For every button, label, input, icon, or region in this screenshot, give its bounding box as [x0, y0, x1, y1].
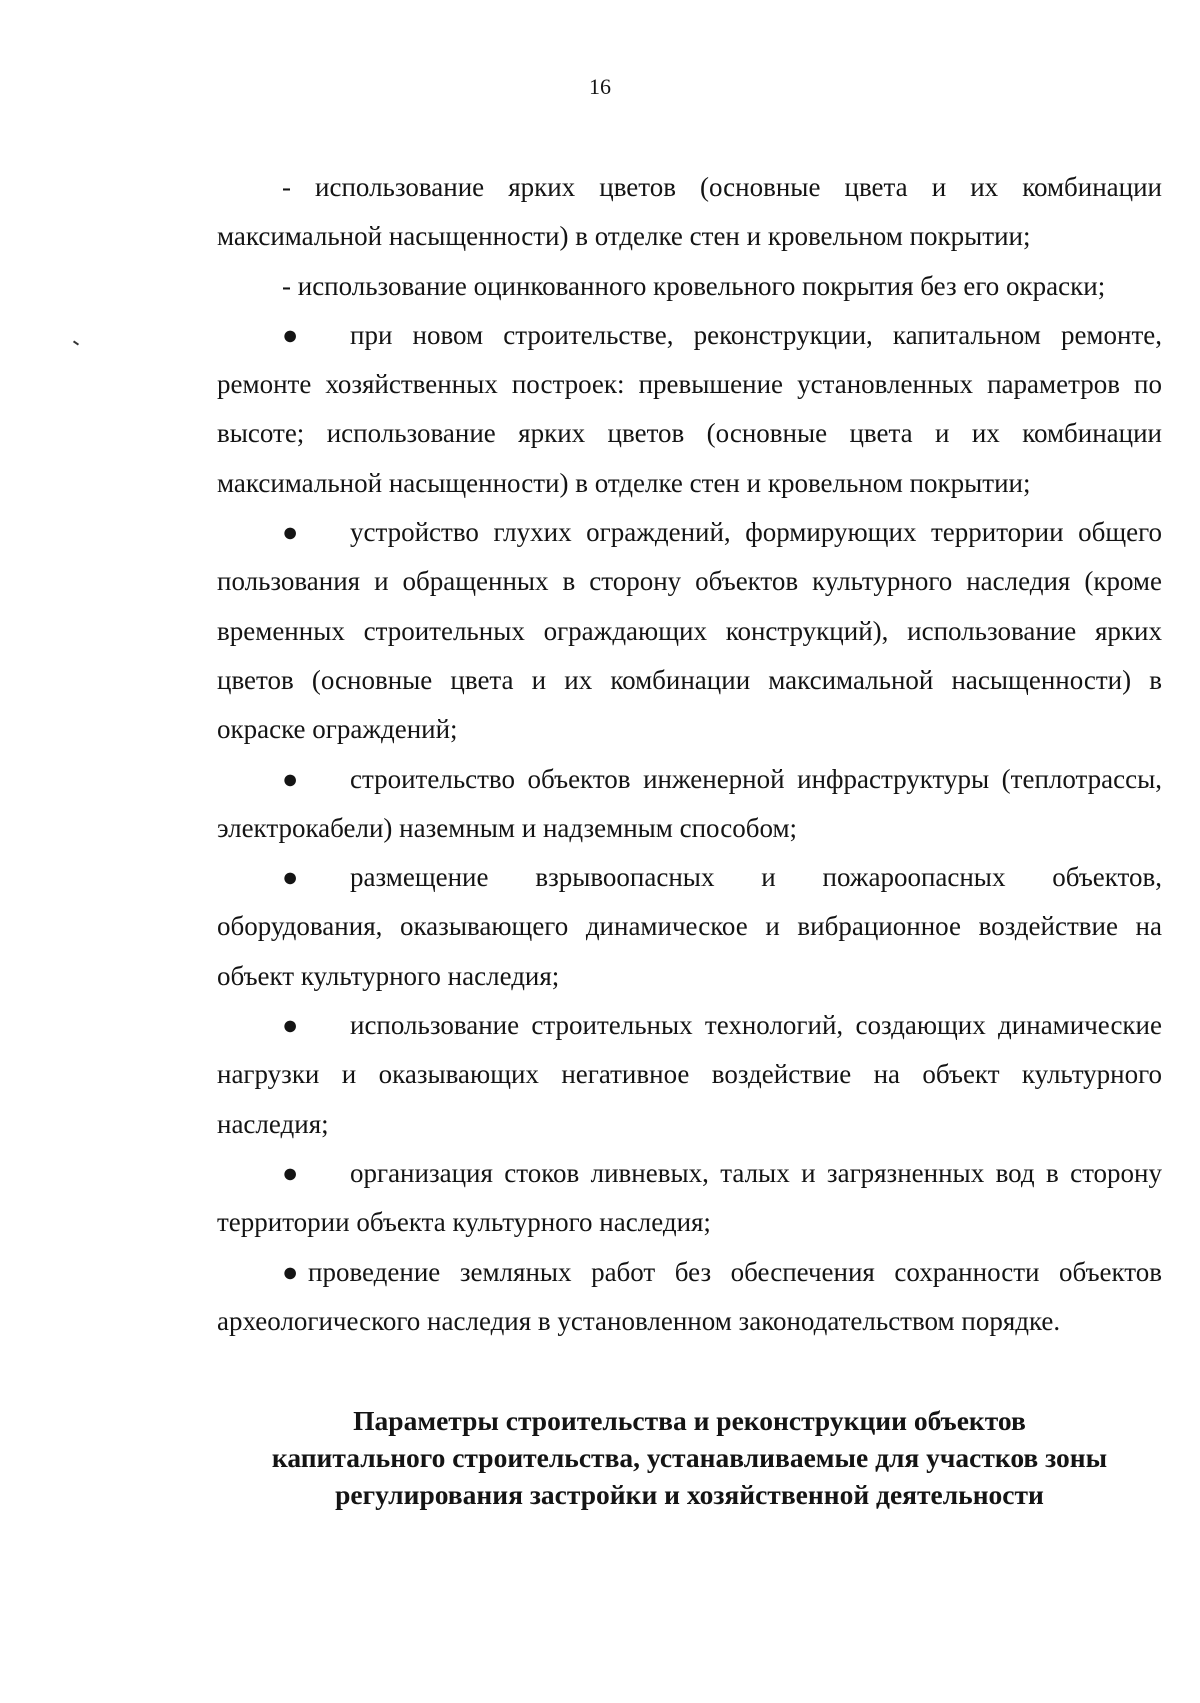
paragraph-galvanized-roof — [217, 262, 1162, 311]
bullet-icon: ● — [282, 1010, 299, 1041]
bullet-text: строительство объектов инженерной инфраструктуры (теплотрассы, электрокабели) наземным и надземным способом; — [217, 763, 1162, 843]
bullet-text: размещение взрывоопасных и пожароопасных объектов, оборудования, оказывающего динамическое и вибрационное воздействие на объект культурного наследия; — [217, 862, 1162, 991]
bullet-item-new-construction — [217, 311, 1162, 508]
heading-line: регулирования застройки и хозяйственной деятельности — [335, 1479, 1044, 1510]
bullet-icon: ● — [282, 862, 299, 893]
bullet-text: устройство глухих ограждений, формирующих территории общего пользования и обращенных в сторону объектов культурного наследия (кроме временных строительных ограждающих конструкций), использование ярких цветов (основные цвета и их комбинации максимальной насыщенности) в окраске ограждений; — [217, 517, 1162, 745]
page-number: 16 — [589, 74, 611, 99]
paragraph-bright-colors — [217, 163, 1162, 262]
bullet-item-earthworks — [217, 1248, 1162, 1347]
bullet-text: организация стоков ливневых, талых и загрязненных вод в сторону территории объекта культурного наследия; — [217, 1157, 1162, 1238]
bullet-text: использование строительных технологий, создающих динамические нагрузки и оказывающих негативное воздействие на объект культурного наследия; — [217, 1010, 1162, 1139]
heading-line: Параметры строительства и реконструкции объектов — [353, 1405, 1026, 1436]
bullet-item-blind-fences — [217, 508, 1162, 754]
section-heading — [217, 1402, 1162, 1513]
bullet-item-infrastructure — [217, 755, 1162, 854]
bullet-item-construction-technologies — [217, 1001, 1162, 1149]
bullet-item-hazardous-objects — [217, 853, 1162, 1001]
bullet-item-water-runoff — [217, 1149, 1162, 1248]
body-text — [217, 163, 1162, 1346]
bullet-icon: ● — [282, 1157, 299, 1188]
bullet-text: проведение земляных работ без обеспечения сохранности объектов археологического наследия в установленном законодательством порядке. — [217, 1256, 1162, 1336]
bullet-icon: ● — [282, 517, 299, 548]
bullet-icon: ● — [282, 1256, 299, 1287]
bullet-text: при новом строительстве, реконструкции, капитальном ремонте, ремонте хозяйственных построек: превышение установленных параметров по высоте; использование ярких цветов (основные цвета и их комбинации максимальной насыщенности) в отделке стен и кровельном покрытии; — [217, 319, 1162, 498]
heading-line: капитального строительства, устанавливаемые для участков зоны — [271, 1442, 1108, 1473]
paragraph-text: - использование оцинкованного кровельного покрытия без его окраски; — [282, 270, 1106, 301]
paragraph-text: - использование ярких цветов (основные цвета и их комбинации максимальной насыщенности) в отделке стен и кровельном покрытии; — [217, 172, 1162, 252]
bullet-icon: ● — [282, 319, 299, 350]
scan-mark — [73, 340, 79, 345]
bullet-icon: ● — [282, 763, 299, 794]
